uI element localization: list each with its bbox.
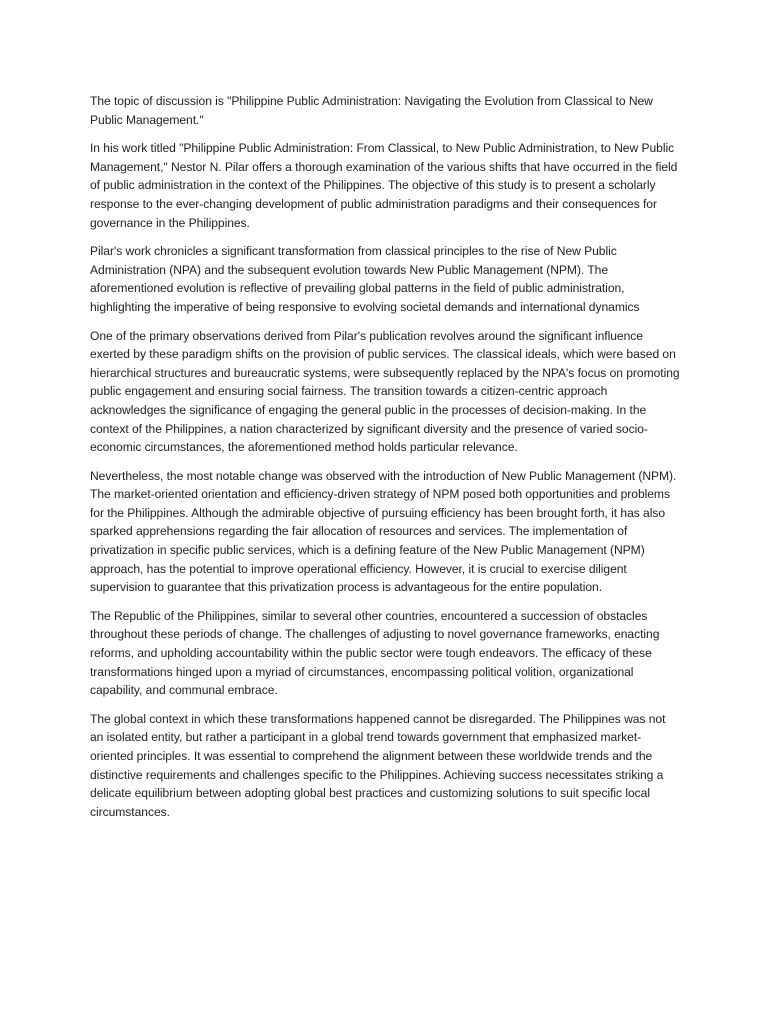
- paragraph-topic: The topic of discussion is "Philippine Public Administration: Navigating the Evolution from Classical to New Public Management.": [90, 94, 653, 127]
- paragraph-obstacles: The Republic of the Philippines, similar to several other countries, encountered a succession of obstacles throughout these periods of change. The challenges of adjusting to novel governance frameworks, enacting reforms, and upholding accountability within the public sector were tough endeavors. The efficacy of these transformations hinged upon a myriad of circumstances, encompassing political volition, organizational capability, and communal embrace.: [90, 608, 660, 698]
- paragraph-introduction: In his work titled "Philippine Public Administration: From Classical, to New Public Administration, to New Public Management," Nestor N. Pilar offers a thorough examination of the various shifts that have occurred in the field of public administration in the context of the Philippines. The objective of this study is to present a scholarly response to the ever-changing development of public administration paradigms and their consequences for governance in the Philippines.: [90, 141, 678, 230]
- paragraph-global-context: The global context in which these transformations happened cannot be disregarded. The Philippines was not an isolated entity, but rather a participant in a global trend towards government that emphasized market-oriented principles. It was essential to comprehend the alignment between these worldwide trends and the distinctive requirements and challenges specific to the Philippines. Achieving success necessitates striking a delicate equilibrium between adopting global best practices and customizing solutions to suit specific local circumstances.: [90, 711, 666, 819]
- paragraph-public-services: One of the primary observations derived from Pilar's publication revolves around the significant influence exerted by these paradigm shifts on the provision of public services. The classical ideals, which were based on hierarchical structures and bureaucratic systems, were subsequently replaced by the NPA's focus on promoting public engagement and ensuring social fairness. The transition towards a citizen-centric approach acknowledges the significance of engaging the general public in the processes of decision-making. In the context of the Philippines, a nation characterized by significant diversity and the presence of varied socio-economic circumstances, the aforementioned method holds particular relevance.: [90, 328, 680, 455]
- paragraph-transformation: Pilar's work chronicles a significant transformation from classical principles to the rise of New Public Administration (NPA) and the subsequent evolution towards New Public Management (NPM). The aforementioned evolution is reflective of prevailing global patterns in the field of public administration, highlighting the imperative of being responsive to evolving societal demands and international dynamics: [90, 244, 640, 314]
- paragraph-npm: Nevertheless, the most notable change was observed with the introduction of New Public Management (NPM). The market-oriented orientation and efficiency-driven strategy of NPM posed both opportunities and problems for the Philippines. Although the admirable objective of pursuing efficiency has been brought forth, it has also sparked apprehensions regarding the fair allocation of resources and services. The implementation of privatization in specific public services, which is a defining feature of the New Public Management (NPM) approach, has the potential to improve operational efficiency. However, it is crucial to exercise diligent supervision to guarantee that this privatization process is advantageous for the entire population.: [90, 468, 677, 595]
